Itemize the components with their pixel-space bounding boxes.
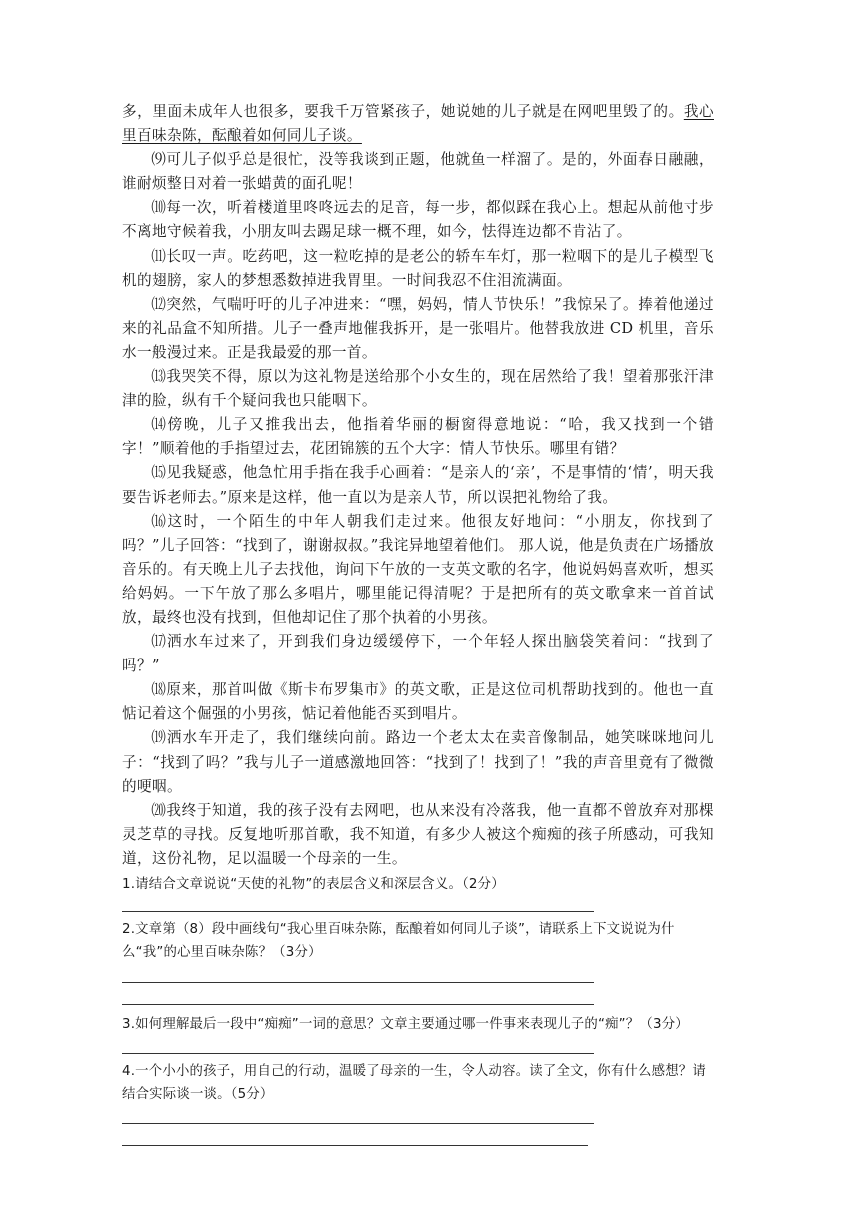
paragraph-12: ⑿突然，气喘吁吁的儿子冲进来：“嘿，妈妈，情人节快乐！”我惊呆了。捧着他递过来的礼品盒不知所措。儿子一叠声地催我拆开，是一张唱片。他替我放进 CD 机里，音乐水一般漫过来。正是我最爱的那一首。 (122, 295, 714, 361)
paragraph-18: ⒅原来，那首叫做《斯卡布罗集市》的英文歌，正是这位司机帮助找到的。他也一直惦记着这个倔强的小男孩，惦记着他能否买到唱片。 (122, 681, 714, 723)
paragraph-8-text: 多，里面未成年人也很多，要我千万管紧孩子，她说她的儿子就是在网吧里毁了的。 (122, 103, 684, 120)
answer-line-q1[interactable] (122, 911, 594, 912)
question-3: 3.如何理解最后一段中“痴痴”一词的意思？文章主要通过哪一件事来表现儿子的“痴”？（3分） (122, 1017, 689, 1032)
paragraph-20: ⒇我终于知道，我的孩子没有去网吧，也从来没有冷落我，他一直都不曾放弃对那棵灵芝草的寻找。反复地听那首歌，我不知道，有多少人被这个痴痴的孩子所感动，可我知道，这份礼物，足以温暖一个母亲的一生。 (122, 801, 714, 867)
answer-line-q2-1[interactable] (122, 982, 594, 983)
paragraph-15: ⒂见我疑惑，他急忙用手指在我手心画着：“是亲人的‘亲’，不是事情的‘情’，明天我要告诉老师去。”原来是这样，他一直以为是亲人节，所以误把礼物给了我。 (122, 464, 714, 506)
question-4: 4.一个小小的孩子，用自己的行动，温暖了母亲的一生，令人动容。读了全文，你有什么感想？请结合实际谈一谈。（5分） (122, 1064, 706, 1102)
paragraph-13: ⒀我哭笑不得，原以为这礼物是送给那个小女生的，现在居然给了我！望着那张汗津津的脸，纵有千个疑问我也只能咽下。 (122, 368, 714, 410)
answer-line-q4-2[interactable] (122, 1145, 588, 1146)
paragraph-11: ⑾长叹一声。吃药吧，这一粒吃掉的是老公的轿车车灯，那一粒咽下的是儿子模型飞机的翅膀，家人的梦想悉数掉进我胃里。一时间我忍不住泪流满面。 (122, 247, 714, 289)
paragraph-16: ⒃这时，一个陌生的中年人朝我们走过来。他很友好地问：“小朋友，你找到了吗？”儿子回答：“找到了，谢谢叔叔。”我诧异地望着他们。 那人说，他是负责在广场播放音乐的。有天晚上儿子去找他，询问下午放的一支英文歌的名字，他说妈妈喜欢听，想买给妈妈。一下午放了那么多唱片，哪里能记得清呢？于是把所有的英文歌拿来一首首试放，最终也没有找到，但他却记住了那个执着的小男孩。 (122, 512, 714, 626)
paragraph-19: ⒆洒水车开走了，我们继续向前。路边一个老太太在卖音像制品，她笑咪咪地问儿子：“找到了吗？”我与儿子一道感激地回答：“找到了！找到了！”我的声音里竟有了微微的哽咽。 (122, 729, 714, 795)
answer-line-q3[interactable] (122, 1053, 594, 1054)
paragraph-14: ⒁傍晚，儿子又推我出去，他指着华丽的橱窗得意地说：“哈，我又找到一个错字！”顺着他的手指望过去，花团锦簇的五个大字：情人节快乐。哪里有错？ (122, 416, 714, 458)
answer-line-q4-1[interactable] (122, 1123, 594, 1124)
question-2: 2.文章第（8）段中画线句“我心里百味杂陈，酝酿着如何同儿子谈”，请联系上下文说说为什么“我”的心里百味杂陈？（3分） (122, 922, 675, 960)
document-page (122, 100, 714, 1146)
answer-line-q2-2[interactable] (122, 1004, 594, 1005)
paragraph-17: ⒄洒水车过来了，开到我们身边缓缓停下，一个年轻人探出脑袋笑着问：“找到了吗？” (122, 633, 714, 675)
paragraph-10: ⑽每一次，听着楼道里咚咚远去的足音，每一步，都似踩在我心上。想起从前他寸步不离地守候着我，小朋友叫去踢足球一概不理，如今，怯得连边都不肯沾了。 (122, 199, 714, 241)
underlined-sentence: 我心里百味杂陈，酝酿着如何同儿子谈。 (122, 103, 714, 145)
paragraph-9: ⑼可儿子似乎总是很忙，没等我谈到正题，他就鱼一样溜了。是的，外面春日融融，谁耐烦整日对着一张蜡黄的面孔呢！ (122, 151, 714, 193)
question-1: 1.请结合文章说说“天使的礼物”的表层含义和深层含义。（2分） (122, 877, 505, 892)
paragraph-8 (122, 100, 714, 148)
